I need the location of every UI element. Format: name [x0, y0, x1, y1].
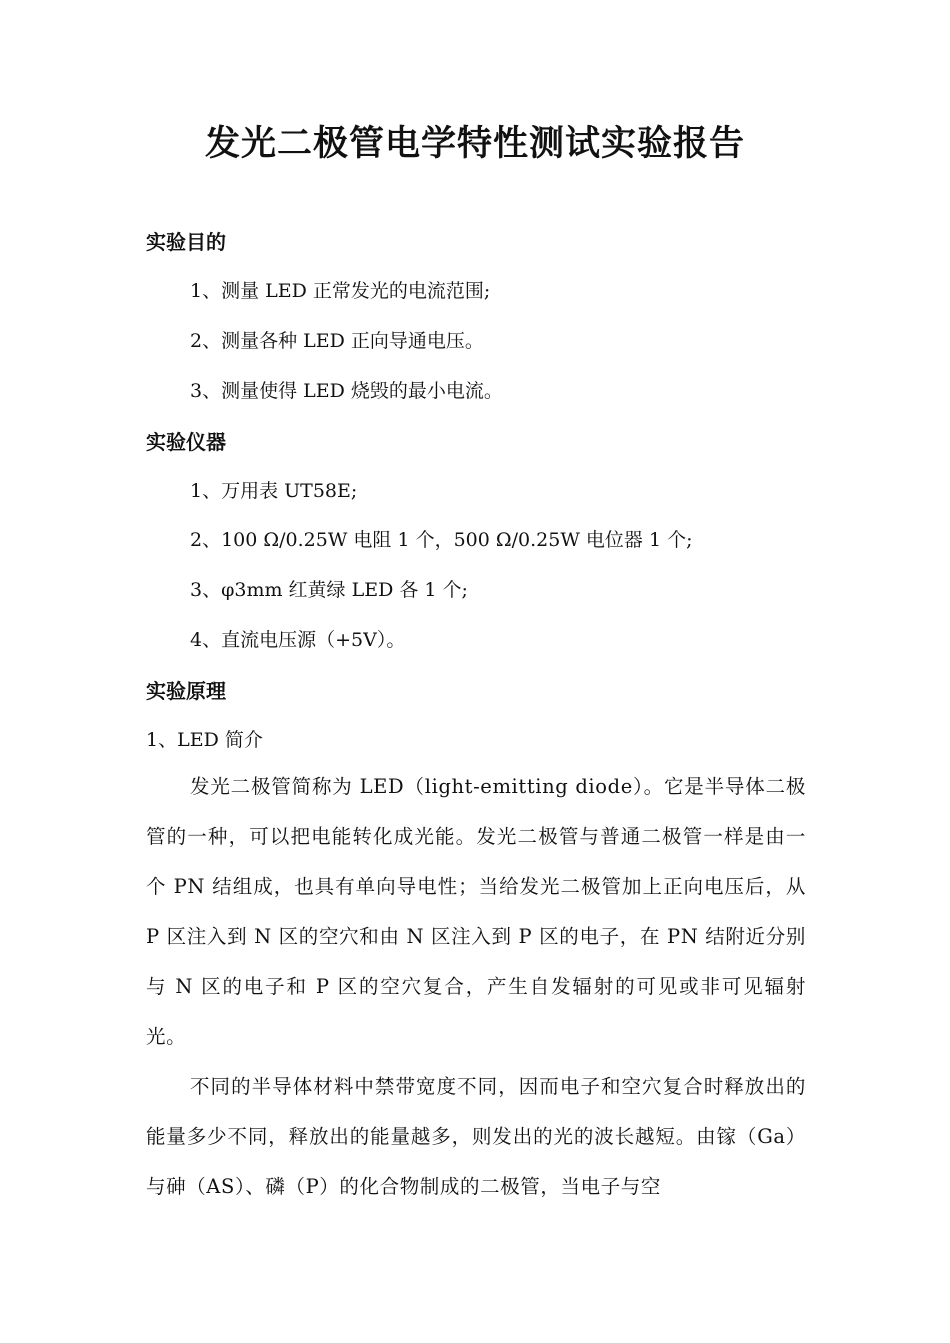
list-item: 2、100 Ω/0.25W 电阻 1 个，500 Ω/0.25W 电位器 1 个; — [190, 529, 693, 551]
list-item: 1、测量 LED 正常发光的电流范围; — [190, 280, 491, 302]
list-item: 2、测量各种 LED 正向导通电压。 — [190, 330, 484, 352]
list-item: 1、万用表 UT58E; — [190, 480, 358, 502]
section-heading-purpose: 实验目的 — [146, 230, 226, 254]
paragraph: 发光二极管简称为 LED（light-emitting diode）。它是半导体二极管的一种，可以把电能转化成光能。发光二极管与普通二极管一样是由一个 PN 结组成，也具有单向导电性；当给发光二极管加上正向电压后，从 P 区注入到 N 区的空穴和由 N 区注入到 P 区的电子，在 PN 结附近分别与 N 区的电子和 P 区的空穴复合，产生自发辐射的可见或非可见辐射光。 — [146, 775, 806, 1048]
list-item: 3、φ3mm 红黄绿 LED 各 1 个; — [190, 579, 468, 601]
page-title: 发光二极管电学特性测试实验报告 — [204, 124, 745, 164]
paragraph: 不同的半导体材料中禁带宽度不同，因而电子和空穴复合时释放出的能量多少不同，释放出的能量越多，则发出的光的波长越短。由镓（Ga）与砷（AS）、磷（P）的化合物制成的二极管，当电子与空 — [146, 1075, 806, 1198]
section-heading-principle: 实验原理 — [146, 679, 226, 703]
list-item: 4、直流电压源（+5V）。 — [190, 629, 406, 651]
list-item: 3、测量使得 LED 烧毁的最小电流。 — [190, 380, 503, 402]
subsection-heading: 1、LED 简介 — [146, 729, 263, 751]
section-heading-instruments: 实验仪器 — [146, 430, 226, 454]
